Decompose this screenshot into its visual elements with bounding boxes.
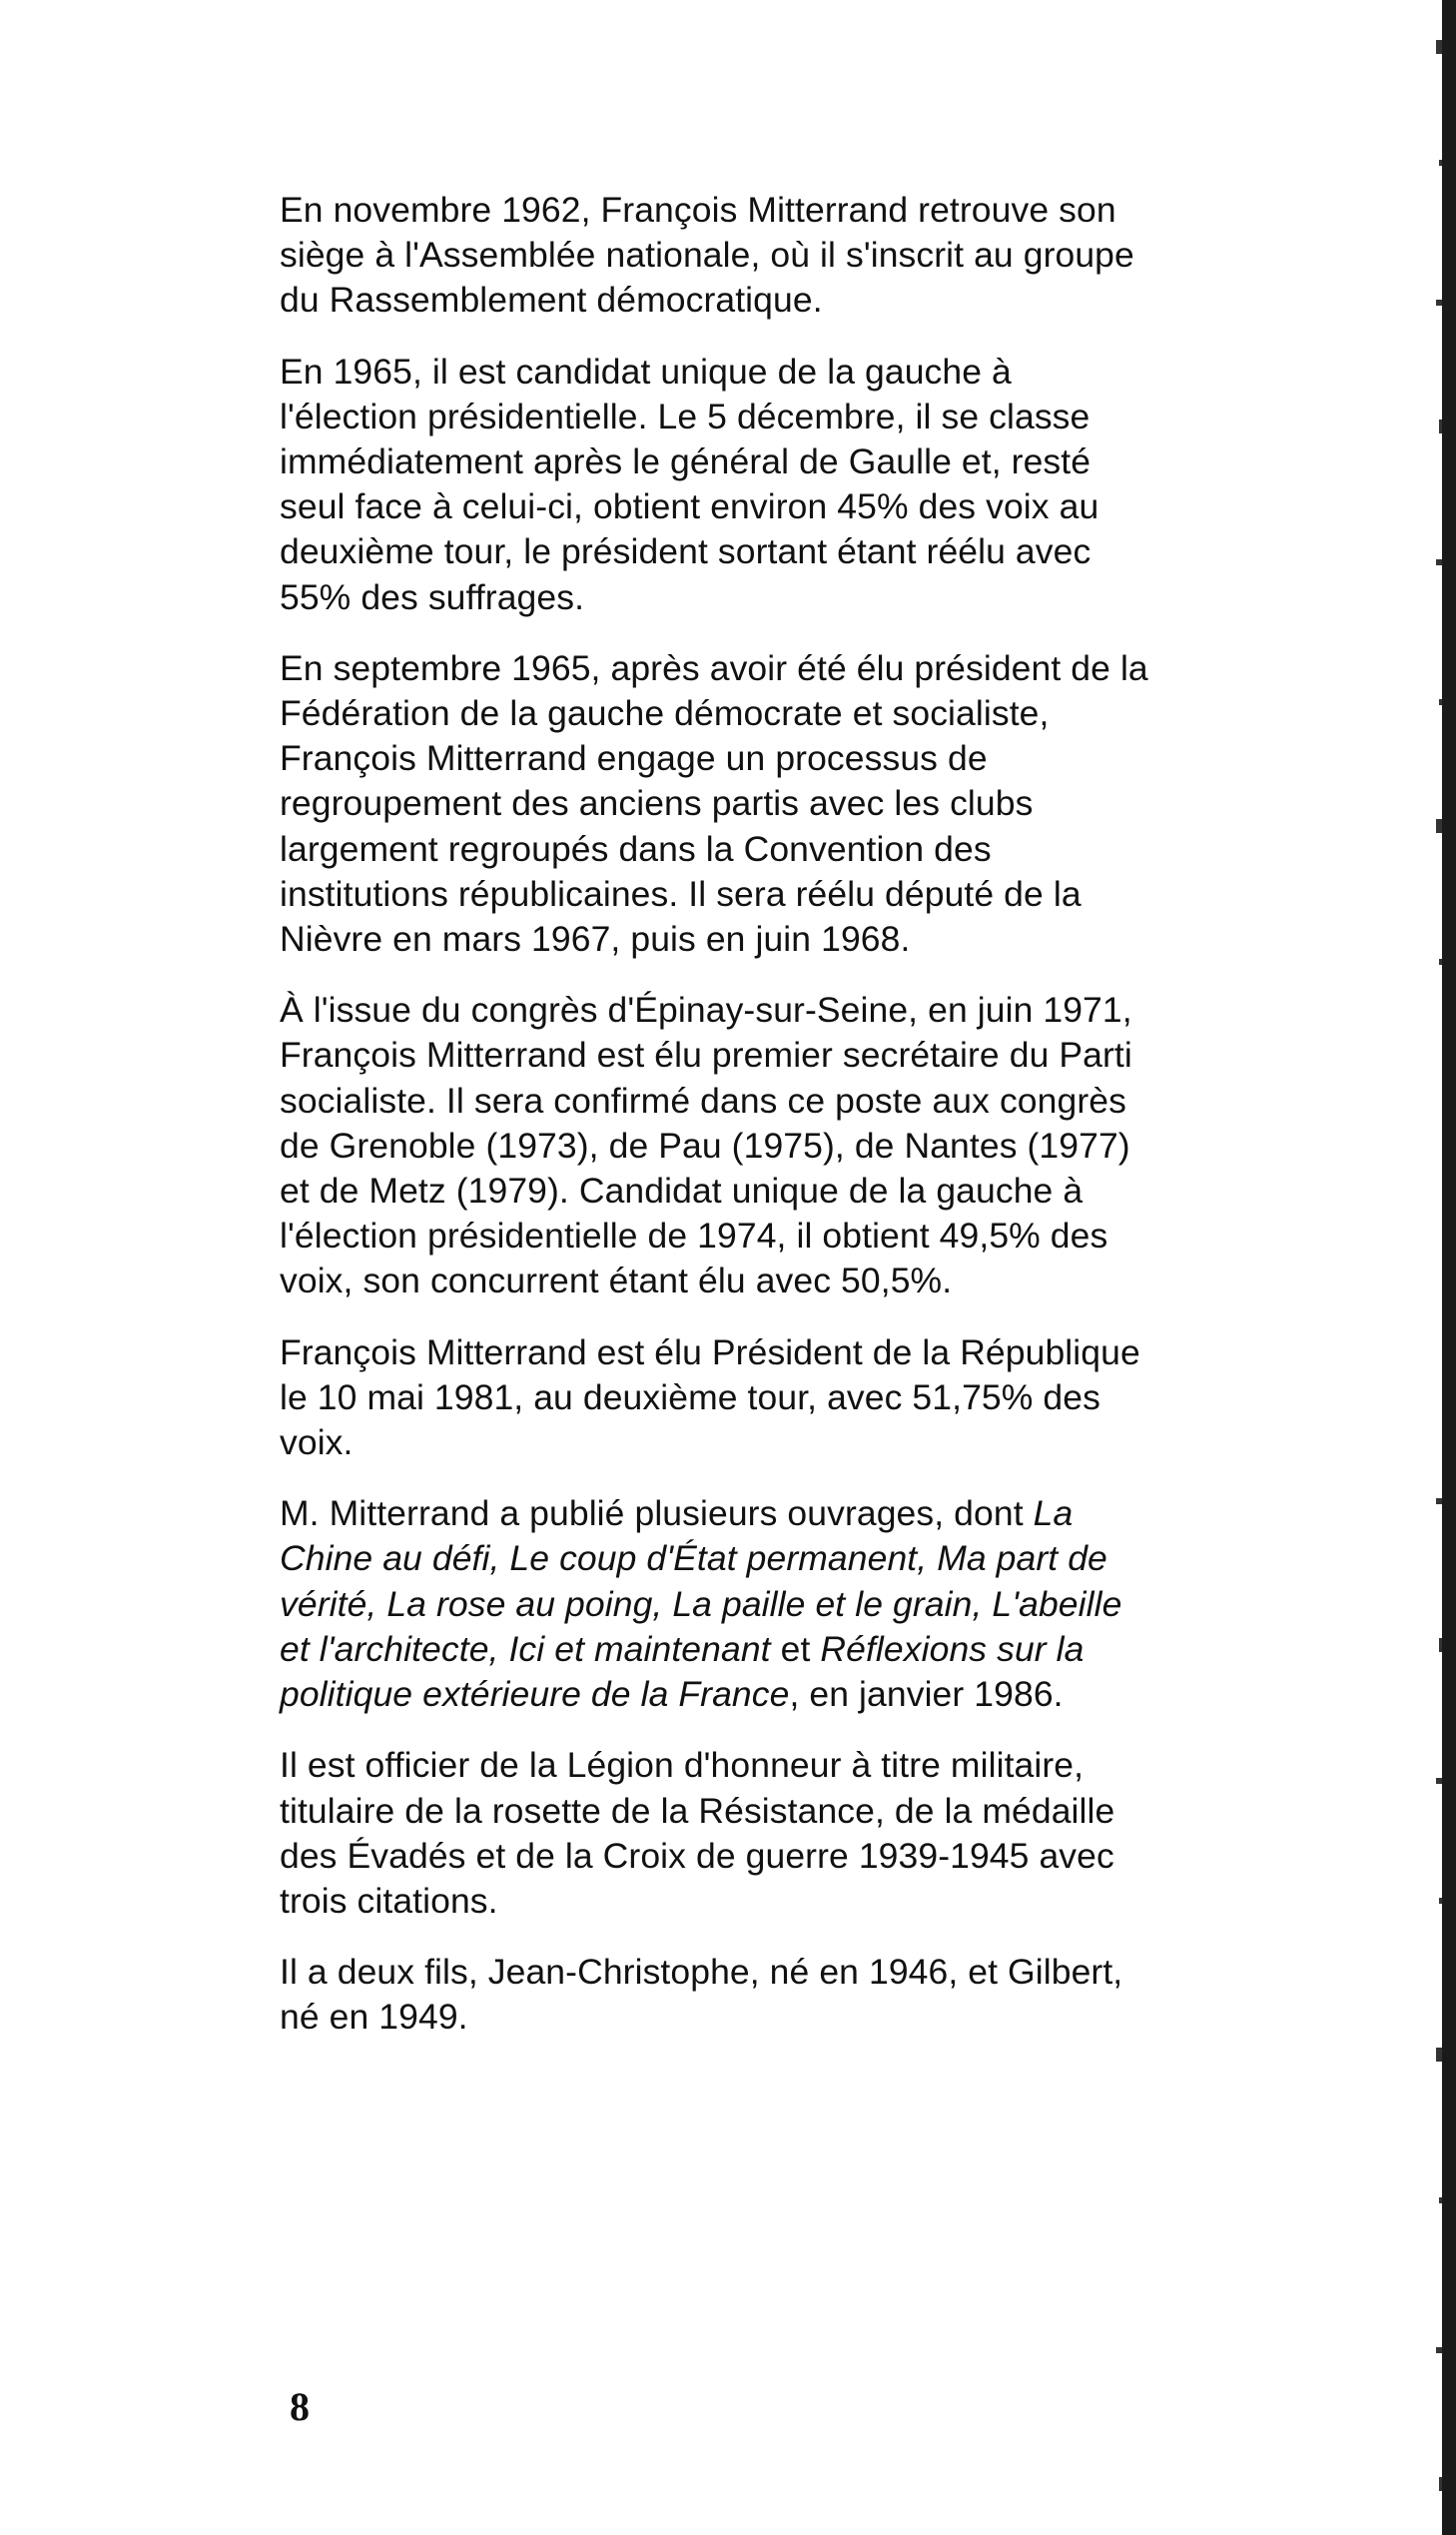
- text-segment: institutions républicaines. Il sera réélu député de la: [280, 873, 1082, 914]
- text-segment: Il a deux fils, Jean-Christophe, né en 1946, et Gilbert,: [280, 1952, 1123, 1993]
- text-segment: En septembre 1965, après avoir été élu président de la: [280, 647, 1148, 688]
- text-line: [280, 395, 1278, 439]
- text-segment: l'élection présidentielle de 1974, il obtient 49,5% des: [280, 1216, 1108, 1257]
- text-line: [280, 575, 1278, 620]
- italic-text: Réflexions sur la: [820, 1628, 1085, 1669]
- paragraph: [280, 350, 1278, 620]
- text-segment: regroupement des anciens partis avec les clubs: [280, 783, 1034, 824]
- text-line: [280, 1259, 1278, 1303]
- paragraph: [280, 1743, 1278, 1924]
- text-line: [280, 872, 1278, 917]
- text-segment: socialiste. Il sera confirmé dans ce poste aux congrès: [280, 1080, 1126, 1121]
- binding-mark: [1436, 819, 1442, 833]
- text-line: [280, 278, 1278, 323]
- text-line: [280, 1879, 1278, 1924]
- text-segment: François Mitterrand est élu Président de la République: [280, 1331, 1140, 1372]
- text-segment: deuxième tour, le président sortant étant réélu avec: [280, 531, 1092, 572]
- text-segment: François Mitterrand est élu premier secrétaire du Parti: [280, 1035, 1132, 1076]
- italic-text: politique extérieure de la France: [280, 1674, 790, 1715]
- text-line: [280, 646, 1278, 691]
- text-line: [280, 1330, 1278, 1375]
- text-line: [280, 988, 1278, 1033]
- text-line: [280, 827, 1278, 872]
- text-line: [280, 1169, 1278, 1214]
- text-line: [280, 1536, 1278, 1581]
- text-segment: À l'issue du congrès d'Épinay-sur-Seine, en juin 1971,: [280, 990, 1132, 1031]
- text-segment: des Évadés et de la Croix de guerre 1939-1945 avec: [280, 1835, 1114, 1876]
- text-line: [280, 1491, 1278, 1536]
- text-segment: né en 1949.: [280, 1997, 468, 2038]
- paragraph: [280, 988, 1278, 1303]
- binding-mark: [1439, 959, 1442, 965]
- page-binding-edge: [1428, 0, 1456, 2535]
- binding-mark: [1439, 160, 1442, 166]
- text-segment: trois citations.: [280, 1880, 498, 1921]
- text-segment: seul face à celui-ci, obtient environ 45% des voix au: [280, 486, 1099, 527]
- text-segment: François Mitterrand engage un processus de: [280, 738, 988, 779]
- text-line: [280, 233, 1278, 278]
- binding-mark: [1439, 699, 1442, 705]
- binding-mark: [1439, 2197, 1442, 2203]
- italic-text: vérité, La rose au poing, La paille et le grain, L'abeille: [280, 1583, 1122, 1624]
- text-segment: immédiatement après le général de Gaulle et, resté: [280, 441, 1092, 482]
- text-line: [280, 350, 1278, 395]
- binding-mark: [1436, 559, 1442, 565]
- italic-text: Chine au défi, Le coup d'État permanent, Ma part de: [280, 1538, 1107, 1579]
- text-line: [280, 1995, 1278, 2040]
- paragraph: [280, 1330, 1278, 1466]
- text-segment: Nièvre en mars 1967, puis en juin 1968.: [280, 919, 911, 960]
- text-segment: M. Mitterrand a publié plusieurs ouvrages, dont: [280, 1493, 1034, 1534]
- text-line: [280, 1834, 1278, 1879]
- text-line: [280, 1124, 1278, 1169]
- text-line: [280, 484, 1278, 529]
- text-segment: voix, son concurrent étant élu avec 50,5%.: [280, 1261, 953, 1301]
- text-segment: l'élection présidentielle. Le 5 décembre, il se classe: [280, 396, 1091, 436]
- binding-mark: [1436, 1498, 1442, 1504]
- text-segment: de Grenoble (1973), de Pau (1975), de Nantes (1977): [280, 1125, 1130, 1166]
- text-segment: , en janvier 1986.: [789, 1674, 1064, 1715]
- text-line: [280, 1627, 1278, 1672]
- text-line: [280, 1672, 1278, 1717]
- text-line: [280, 1582, 1278, 1627]
- text-line: [280, 736, 1278, 781]
- binding-mark: [1436, 2048, 1442, 2062]
- binding-mark: [1439, 1898, 1442, 1904]
- binding-mark: [1436, 300, 1442, 306]
- italic-text: et l'architecte, Ici et maintenant: [280, 1628, 771, 1669]
- text-segment: Il est officier de la Légion d'honneur à titre militaire,: [280, 1745, 1085, 1786]
- page-number: 8: [290, 2384, 310, 2429]
- text-segment: Fédération de la gauche démocrate et socialiste,: [280, 693, 1050, 734]
- paragraph: [280, 188, 1278, 324]
- text-segment: le 10 mai 1981, au deuxième tour, avec 51,75% des: [280, 1376, 1100, 1417]
- text-segment: et: [770, 1628, 821, 1669]
- text-line: [280, 439, 1278, 484]
- text-segment: En novembre 1962, François Mitterrand retrouve son: [280, 190, 1116, 230]
- text-segment: En 1965, il est candidat unique de la gauche à: [280, 351, 1012, 392]
- body-text: [280, 188, 1278, 2067]
- text-segment: siège à l'Assemblée nationale, où il s'inscrit au groupe: [280, 235, 1134, 276]
- text-segment: largement regroupés dans la Convention des: [280, 828, 992, 869]
- text-segment: titulaire de la rosette de la Résistance, de la médaille: [280, 1790, 1115, 1831]
- text-line: [280, 1214, 1278, 1259]
- text-segment: et de Metz (1979). Candidat unique de la gauche à: [280, 1171, 1084, 1212]
- paragraph: [280, 1491, 1278, 1717]
- binding-mark: [1439, 2477, 1442, 2491]
- paragraph: [280, 646, 1278, 962]
- text-segment: 55% des suffrages.: [280, 576, 585, 617]
- text-line: [280, 1420, 1278, 1465]
- binding-mark: [1436, 40, 1442, 54]
- text-line: [280, 1079, 1278, 1124]
- binding-mark: [1436, 1778, 1442, 1784]
- text-line: [280, 1743, 1278, 1788]
- text-segment: voix.: [280, 1422, 354, 1463]
- paragraph: [280, 1950, 1278, 2040]
- text-line: [280, 691, 1278, 736]
- text-line: [280, 188, 1278, 233]
- text-line: [280, 781, 1278, 826]
- binding-mark: [1439, 420, 1442, 433]
- text-line: [280, 1033, 1278, 1078]
- binding-strip: [1442, 0, 1456, 2535]
- text-line: [280, 529, 1278, 574]
- text-line: [280, 1950, 1278, 1995]
- italic-text: La: [1033, 1493, 1074, 1534]
- binding-mark: [1439, 1638, 1442, 1652]
- text-line: [280, 917, 1278, 962]
- text-line: [280, 1375, 1278, 1420]
- text-segment: du Rassemblement démocratique.: [280, 280, 823, 321]
- binding-mark: [1436, 2347, 1442, 2353]
- text-line: [280, 1789, 1278, 1834]
